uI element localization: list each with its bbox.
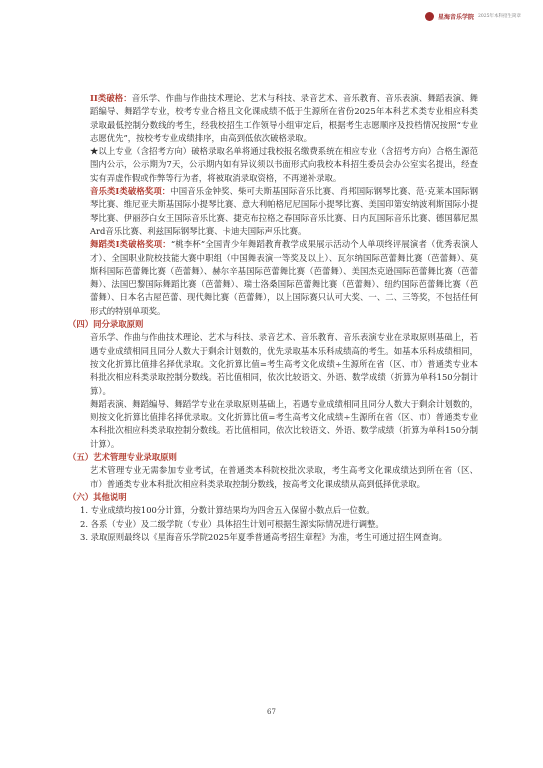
music-awards-text: 中国音乐金钟奖、柴可夫斯基国际音乐比赛、肖邦国际钢琴比赛、范·克莱本国际钢琴比赛、维尼亚夫斯基国际小提琴比赛、意大利帕格尼尼国际小提琴比赛、美国印第安纳波利斯国际小提琴比赛、伊丽莎白女王国际音乐比赛、捷克布拉格之春国际音乐比赛、日内瓦国际音乐比赛、德国慕尼黑Ard音乐比赛、利兹国际钢琴比赛、卡迪夫国际声乐比赛。 xyxy=(90,186,478,236)
list-item: 2. 各系（专业）及二级学院（专业）具体招生计划可根据生源实际情况进行调整。 xyxy=(80,518,384,529)
list-item: 3. 录取原则最终以《星海音乐学院2025年夏季普通高考招生章程》为准，考生可通过招生网查询。 xyxy=(80,531,447,542)
section-tie-break-heading: （四）同分录取原则 xyxy=(68,319,144,330)
class2-label: II类破格： xyxy=(90,93,132,103)
dance-awards-label: 舞蹈类Ⅰ类破格奖项： xyxy=(90,239,171,250)
header-title: 星海音乐学院 xyxy=(438,13,475,21)
music-awards-label: 音乐类Ⅰ类破格奖项： xyxy=(90,186,171,197)
document-body xyxy=(68,92,478,544)
section-other-notes-heading: （六）其他说明 xyxy=(68,491,127,502)
paragraph-arts-management: 艺术管理专业无需参加专业考试，在普通类本科院校批次录取，考生高考文化课成绩达到所在省（区、市）普通类专业本科批次相应科类录取控制分数线，按高考文化课成绩从高到低择优录取。 xyxy=(90,465,478,489)
paragraph-publicity-note: ★以上专业（含招考方向）破格录取名单将通过我校报名缴费系统在相应专业（含招考方向）合格生源范围内公示，公示期为7天，公示期内如有异议须以书面形式向我校本科招生委员会办公室实名提出，经查实有弄虚作假或作弊等行为者，将被取消录取资格，不再递补录取。 xyxy=(90,146,478,183)
class2-text: 音乐学、作曲与作曲技术理论、艺术与科技、录音艺术、音乐教育、音乐表演、舞蹈表演、舞蹈编导、舞蹈学专业，校考专业合格且文化课成绩不低于生源所在省份2025年本科艺术类专业相应科类录取最低控制分数线的考生，经我校招生工作领导小组审定后，根据考生志愿顺序及投档情况按照“专业志愿优先”，按校考专业成绩排序，由高到低依次破格录取。 xyxy=(90,93,478,143)
paragraph-class2-exception xyxy=(68,92,478,145)
other-notes-list xyxy=(68,504,478,544)
section-arts-management-heading: （五）艺术管理专业录取原则 xyxy=(68,452,177,463)
paragraph-music-awards xyxy=(68,185,478,238)
page-number: 67 xyxy=(267,708,276,716)
school-logo-icon xyxy=(425,12,434,21)
header-subtitle: 2025年本科招生简章 xyxy=(478,14,521,19)
list-item: 1. 专业成绩均按100分计算，分数计算结果均为四舍五入保留小数点后一位数。 xyxy=(80,505,375,516)
paragraph-tie-break-music: 音乐学、作曲与作曲技术理论、艺术与科技、录音艺术、音乐教育、音乐表演专业在录取原则基础上，若遇专业成绩相同且同分人数大于剩余计划数的，优先录取基本乐科成绩高的考生。如基本乐科成绩相同，按文化折算比值排名择优录取。文化折算比值=考生高考文化成绩÷生源所在省（区、市）普通类专业本科批次相应科类录取控制分数线。若比值相同，依次比较语文、外语、数学成绩（折算为单科150分制计算）。 xyxy=(90,332,478,396)
paragraph-dance-awards xyxy=(68,238,478,318)
page-header xyxy=(425,10,521,22)
dance-awards-text: “桃李杯”全国青少年舞蹈教育教学成果展示活动个人单项终评展演者（优秀表演人才）、全国职业院校技能大赛中职组（中国舞表演一等奖及以上）、瓦尔纳国际芭蕾舞比赛（芭蕾舞）、莫斯科国际芭蕾舞比赛（芭蕾舞）、赫尔辛基国际芭蕾舞比赛（芭蕾舞）、美国杰克逊国际芭蕾舞比赛（芭蕾舞）、法国巴黎国际舞蹈比赛（芭蕾舞）、瑞士洛桑国际芭蕾舞比赛（芭蕾舞）、纽约国际芭蕾舞比赛（芭蕾舞）、日本名古屋芭蕾、现代舞比赛（芭蕾舞），以上国际赛只认可大奖、一、二、三等奖，不包括任何形式的特别单项奖。 xyxy=(90,239,479,316)
paragraph-tie-break-dance: 舞蹈表演、舞蹈编导、舞蹈学专业在录取原则基础上，若遇专业成绩相同且同分人数大于剩余计划数的，则按文化折算比值排名择优录取。文化折算比值=考生高考文化成绩÷生源所在省（区、市）普通类专业本科批次相应科类录取控制分数线。若比值相同，依次比较语文、外语、数学成绩（折算为单科150分制计算）。 xyxy=(90,398,478,449)
